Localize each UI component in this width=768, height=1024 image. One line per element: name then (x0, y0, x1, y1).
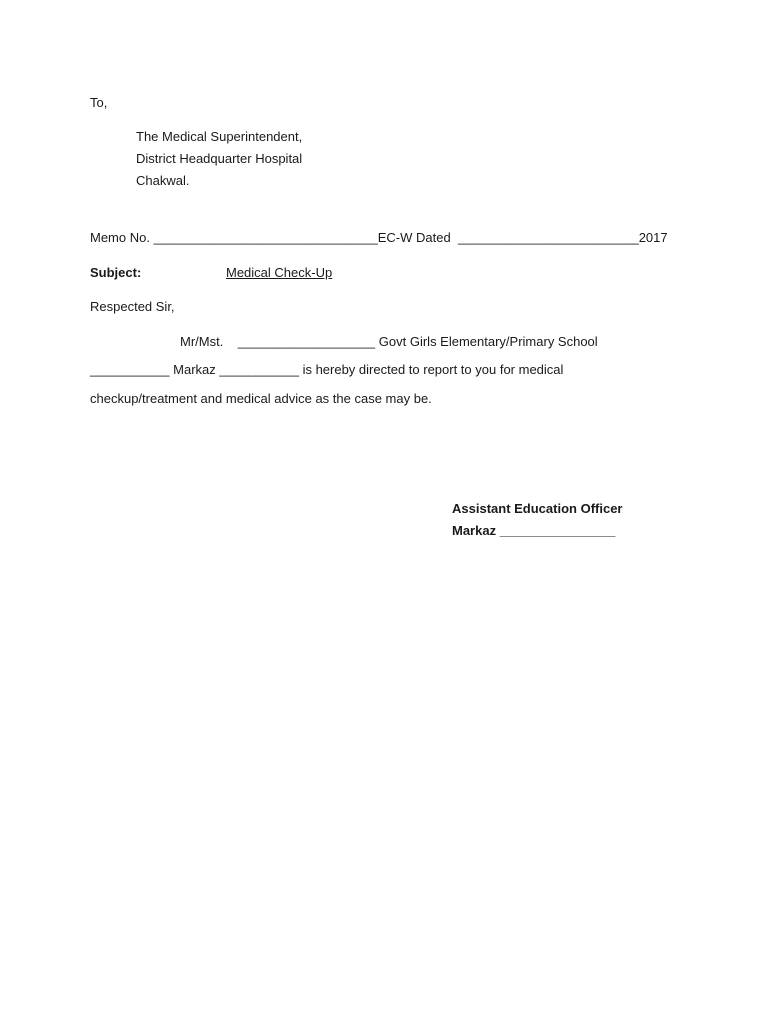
subject-text: Medical Check-Up (226, 265, 333, 280)
body-mr-mst: Mr/Mst. (180, 334, 224, 349)
memo-line (90, 230, 668, 246)
body-name-blank: ___________________ (237, 334, 376, 349)
body-school-blank: ___________ (90, 362, 170, 377)
greeting: Respected Sir, (90, 299, 175, 314)
subject-label: Subject: (90, 265, 142, 280)
recipient-line-2: District Headquarter Hospital (136, 151, 303, 166)
body-directive: is hereby directed to report to you for medical (302, 362, 564, 377)
body-markaz-blank: ___________ (219, 362, 299, 377)
recipient-line-3: Chakwal. (136, 173, 190, 188)
memo-ecw-label: EC-W Dated (377, 230, 451, 245)
body-line-3: checkup/treatment and medical advice as the case may be. (90, 391, 432, 406)
signature-title: Assistant Education Officer (452, 501, 623, 516)
recipient-line-1: The Medical Superintendent, (136, 129, 303, 144)
body-markaz: Markaz (173, 362, 216, 377)
memo-label: Memo No. (90, 230, 150, 245)
signature-markaz-label: Markaz (452, 523, 497, 538)
signature-markaz-blank: ________________ (499, 523, 616, 538)
memo-year: 2017 (638, 230, 668, 245)
body-line-2 (90, 362, 563, 378)
memo-date-blank: _________________________ (457, 230, 639, 245)
to-line: To, (90, 95, 108, 110)
body-line-1 (180, 334, 598, 350)
signature-markaz-line (452, 523, 615, 539)
body-school: Govt Girls Elementary/Primary School (378, 334, 598, 349)
memo-number-blank: _______________________________ (153, 230, 378, 245)
